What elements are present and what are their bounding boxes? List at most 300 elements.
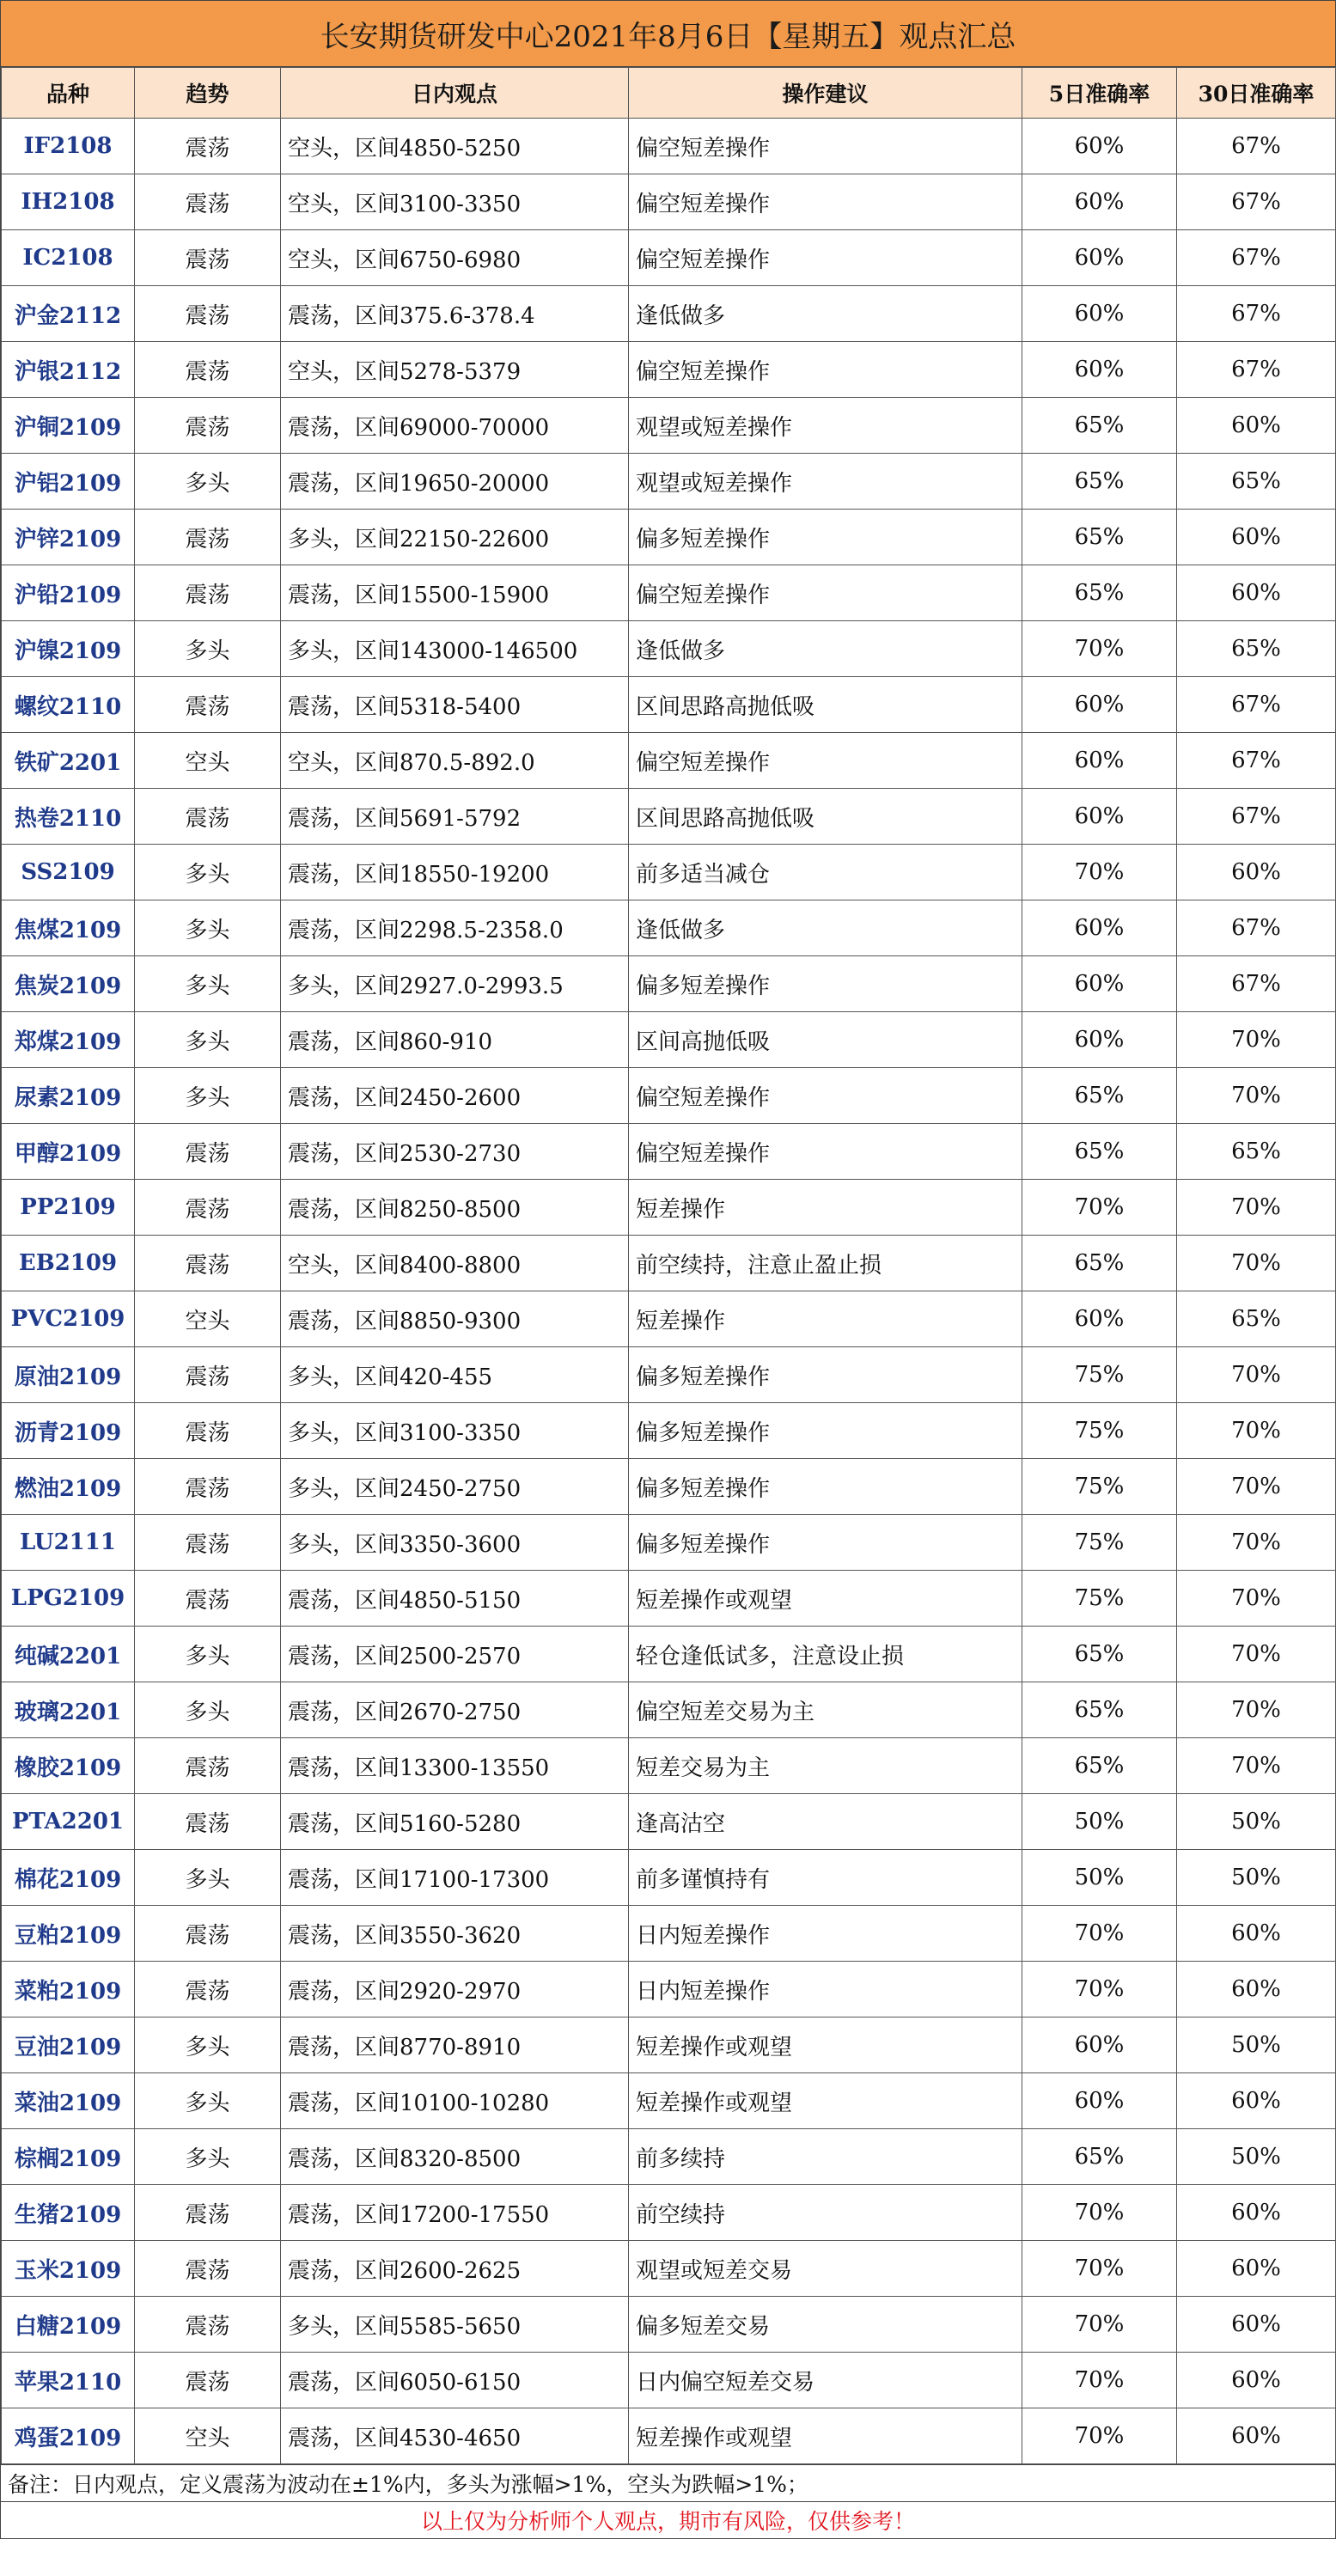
table-row xyxy=(2,2017,1336,2073)
cell-accuracy-30d: 67% xyxy=(1177,286,1336,342)
cell-accuracy-5d: 65% xyxy=(1022,1738,1177,1794)
cell-product: 焦煤2109 xyxy=(2,900,135,956)
cell-product: 沥青2109 xyxy=(2,1403,135,1459)
cell-advice: 前多续持 xyxy=(629,2129,1022,2185)
cell-accuracy-5d: 60% xyxy=(1022,900,1177,956)
cell-trend: 多头 xyxy=(135,1012,281,1068)
cell-advice: 偏空短差操作 xyxy=(629,230,1022,286)
table-row xyxy=(2,1627,1336,1682)
cell-advice: 偏多短差操作 xyxy=(629,1403,1022,1459)
cell-intraday-view: 震荡，区间3550-3620 xyxy=(281,1906,629,1962)
cell-accuracy-30d: 60% xyxy=(1177,2185,1336,2241)
page-title: 长安期货研发中心2021年8月6日【星期五】观点汇总 xyxy=(1,1,1335,67)
header-intraday-view: 日内观点 xyxy=(281,68,629,119)
cell-accuracy-5d: 60% xyxy=(1022,1291,1177,1347)
cell-intraday-view: 震荡，区间2920-2970 xyxy=(281,1962,629,2017)
cell-trend: 震荡 xyxy=(135,230,281,286)
cell-product: PP2109 xyxy=(2,1180,135,1236)
cell-intraday-view: 多头，区间3350-3600 xyxy=(281,1515,629,1571)
cell-intraday-view: 震荡，区间5318-5400 xyxy=(281,677,629,733)
cell-product: 沪金2112 xyxy=(2,286,135,342)
cell-accuracy-5d: 70% xyxy=(1022,2353,1177,2408)
cell-accuracy-30d: 70% xyxy=(1177,1012,1336,1068)
cell-product: 菜油2109 xyxy=(2,2073,135,2129)
cell-accuracy-5d: 65% xyxy=(1022,1124,1177,1180)
cell-accuracy-5d: 60% xyxy=(1022,174,1177,230)
cell-advice: 逢低做多 xyxy=(629,621,1022,677)
cell-product: PTA2201 xyxy=(2,1794,135,1850)
cell-intraday-view: 震荡，区间8320-8500 xyxy=(281,2129,629,2185)
table-row xyxy=(2,342,1336,398)
cell-intraday-view: 多头，区间2450-2750 xyxy=(281,1459,629,1515)
cell-advice: 观望或短差交易 xyxy=(629,2241,1022,2297)
cell-product: EB2109 xyxy=(2,1236,135,1291)
cell-advice: 偏空短差操作 xyxy=(629,1068,1022,1124)
cell-advice: 短差操作或观望 xyxy=(629,2073,1022,2129)
table-row xyxy=(2,1794,1336,1850)
cell-accuracy-30d: 67% xyxy=(1177,230,1336,286)
cell-intraday-view: 多头，区间2927.0-2993.5 xyxy=(281,956,629,1012)
cell-advice: 观望或短差操作 xyxy=(629,454,1022,510)
cell-accuracy-5d: 75% xyxy=(1022,1459,1177,1515)
cell-advice: 日内偏空短差交易 xyxy=(629,2353,1022,2408)
cell-accuracy-30d: 60% xyxy=(1177,845,1336,900)
cell-accuracy-30d: 60% xyxy=(1177,2408,1336,2464)
header-row xyxy=(2,68,1336,119)
cell-trend: 多头 xyxy=(135,956,281,1012)
cell-accuracy-5d: 50% xyxy=(1022,1794,1177,1850)
cell-intraday-view: 空头，区间870.5-892.0 xyxy=(281,733,629,789)
cell-trend: 多头 xyxy=(135,1627,281,1682)
cell-accuracy-5d: 65% xyxy=(1022,398,1177,454)
cell-accuracy-5d: 65% xyxy=(1022,1627,1177,1682)
disclaimer: 以上仅为分析师个人观点，期市有风险，仅供参考！ xyxy=(1,2501,1335,2538)
cell-intraday-view: 震荡，区间375.6-378.4 xyxy=(281,286,629,342)
cell-accuracy-5d: 65% xyxy=(1022,1068,1177,1124)
cell-trend: 震荡 xyxy=(135,1124,281,1180)
views-table xyxy=(1,67,1336,2464)
cell-intraday-view: 震荡，区间8250-8500 xyxy=(281,1180,629,1236)
cell-accuracy-5d: 75% xyxy=(1022,1571,1177,1627)
cell-accuracy-5d: 65% xyxy=(1022,2129,1177,2185)
cell-trend: 多头 xyxy=(135,2073,281,2129)
table-row xyxy=(2,2185,1336,2241)
cell-accuracy-30d: 67% xyxy=(1177,119,1336,174)
table-row xyxy=(2,286,1336,342)
cell-advice: 偏空短差操作 xyxy=(629,733,1022,789)
cell-product: 鸡蛋2109 xyxy=(2,2408,135,2464)
cell-intraday-view: 震荡，区间6050-6150 xyxy=(281,2353,629,2408)
cell-product: 玻璃2201 xyxy=(2,1682,135,1738)
cell-product: 豆粕2109 xyxy=(2,1906,135,1962)
cell-accuracy-30d: 67% xyxy=(1177,174,1336,230)
table-row xyxy=(2,1291,1336,1347)
cell-intraday-view: 震荡，区间5160-5280 xyxy=(281,1794,629,1850)
cell-product: 沪镍2109 xyxy=(2,621,135,677)
cell-intraday-view: 空头，区间8400-8800 xyxy=(281,1236,629,1291)
cell-accuracy-5d: 75% xyxy=(1022,1403,1177,1459)
cell-accuracy-30d: 65% xyxy=(1177,621,1336,677)
cell-advice: 前多适当减仓 xyxy=(629,845,1022,900)
footnote: 备注：日内观点，定义震荡为波动在±1%内，多头为涨幅>1%，空头为跌幅>1%； xyxy=(1,2464,1335,2501)
cell-accuracy-30d: 60% xyxy=(1177,510,1336,565)
table-row xyxy=(2,2073,1336,2129)
cell-accuracy-5d: 70% xyxy=(1022,2241,1177,2297)
table-row xyxy=(2,1068,1336,1124)
cell-accuracy-30d: 67% xyxy=(1177,342,1336,398)
cell-advice: 短差交易为主 xyxy=(629,1738,1022,1794)
header-accuracy-30d: 30日准确率 xyxy=(1177,68,1336,119)
cell-accuracy-30d: 70% xyxy=(1177,1515,1336,1571)
cell-accuracy-30d: 70% xyxy=(1177,1459,1336,1515)
cell-intraday-view: 震荡，区间17200-17550 xyxy=(281,2185,629,2241)
cell-accuracy-30d: 70% xyxy=(1177,1180,1336,1236)
cell-advice: 区间思路高抛低吸 xyxy=(629,677,1022,733)
cell-advice: 偏空短差操作 xyxy=(629,174,1022,230)
table-row xyxy=(2,119,1336,174)
cell-accuracy-5d: 65% xyxy=(1022,510,1177,565)
cell-trend: 震荡 xyxy=(135,1180,281,1236)
header-accuracy-5d: 5日准确率 xyxy=(1022,68,1177,119)
cell-advice: 短差操作 xyxy=(629,1180,1022,1236)
cell-advice: 区间思路高抛低吸 xyxy=(629,789,1022,845)
table-row xyxy=(2,2241,1336,2297)
cell-advice: 前多谨慎持有 xyxy=(629,1850,1022,1906)
cell-product: 热卷2110 xyxy=(2,789,135,845)
cell-accuracy-5d: 70% xyxy=(1022,621,1177,677)
cell-trend: 多头 xyxy=(135,621,281,677)
cell-trend: 多头 xyxy=(135,900,281,956)
cell-product: 白糖2109 xyxy=(2,2297,135,2353)
cell-intraday-view: 震荡，区间2600-2625 xyxy=(281,2241,629,2297)
table-row xyxy=(2,1962,1336,2017)
cell-accuracy-5d: 70% xyxy=(1022,1906,1177,1962)
cell-intraday-view: 震荡，区间13300-13550 xyxy=(281,1738,629,1794)
cell-accuracy-30d: 60% xyxy=(1177,2297,1336,2353)
cell-trend: 震荡 xyxy=(135,342,281,398)
cell-advice: 逢低做多 xyxy=(629,900,1022,956)
cell-accuracy-5d: 60% xyxy=(1022,230,1177,286)
cell-product: 沪铝2109 xyxy=(2,454,135,510)
cell-advice: 偏多短差交易 xyxy=(629,2297,1022,2353)
cell-trend: 震荡 xyxy=(135,2353,281,2408)
cell-trend: 震荡 xyxy=(135,1459,281,1515)
cell-accuracy-30d: 60% xyxy=(1177,565,1336,621)
cell-accuracy-5d: 70% xyxy=(1022,1180,1177,1236)
cell-accuracy-5d: 75% xyxy=(1022,1515,1177,1571)
table-row xyxy=(2,2408,1336,2464)
cell-product: 棉花2109 xyxy=(2,1850,135,1906)
cell-advice: 观望或短差操作 xyxy=(629,398,1022,454)
table-row xyxy=(2,1124,1336,1180)
cell-product: 生猪2109 xyxy=(2,2185,135,2241)
cell-product: 螺纹2110 xyxy=(2,677,135,733)
cell-accuracy-30d: 70% xyxy=(1177,1347,1336,1403)
cell-trend: 震荡 xyxy=(135,119,281,174)
cell-accuracy-30d: 60% xyxy=(1177,2073,1336,2129)
cell-advice: 偏空短差操作 xyxy=(629,1124,1022,1180)
cell-accuracy-30d: 60% xyxy=(1177,1962,1336,2017)
cell-intraday-view: 震荡，区间4530-4650 xyxy=(281,2408,629,2464)
cell-advice: 偏多短差操作 xyxy=(629,1347,1022,1403)
cell-trend: 震荡 xyxy=(135,1738,281,1794)
cell-intraday-view: 空头，区间3100-3350 xyxy=(281,174,629,230)
table-row xyxy=(2,510,1336,565)
cell-intraday-view: 多头，区间143000-146500 xyxy=(281,621,629,677)
cell-product: 焦炭2109 xyxy=(2,956,135,1012)
cell-advice: 偏空短差操作 xyxy=(629,119,1022,174)
cell-intraday-view: 多头，区间5585-5650 xyxy=(281,2297,629,2353)
cell-trend: 震荡 xyxy=(135,398,281,454)
cell-product: SS2109 xyxy=(2,845,135,900)
cell-product: IF2108 xyxy=(2,119,135,174)
cell-product: 豆油2109 xyxy=(2,2017,135,2073)
cell-accuracy-5d: 60% xyxy=(1022,677,1177,733)
cell-accuracy-5d: 70% xyxy=(1022,2185,1177,2241)
cell-advice: 偏空短差交易为主 xyxy=(629,1682,1022,1738)
cell-accuracy-30d: 70% xyxy=(1177,1738,1336,1794)
cell-trend: 震荡 xyxy=(135,1906,281,1962)
cell-accuracy-5d: 60% xyxy=(1022,956,1177,1012)
cell-intraday-view: 震荡，区间18550-19200 xyxy=(281,845,629,900)
cell-trend: 震荡 xyxy=(135,789,281,845)
table-row xyxy=(2,1850,1336,1906)
cell-accuracy-30d: 70% xyxy=(1177,1068,1336,1124)
cell-intraday-view: 多头，区间22150-22600 xyxy=(281,510,629,565)
cell-accuracy-5d: 65% xyxy=(1022,1682,1177,1738)
cell-accuracy-5d: 65% xyxy=(1022,565,1177,621)
cell-advice: 前空续持 xyxy=(629,2185,1022,2241)
table-row xyxy=(2,733,1336,789)
cell-advice: 短差操作或观望 xyxy=(629,2017,1022,2073)
cell-accuracy-30d: 67% xyxy=(1177,733,1336,789)
cell-product: 尿素2109 xyxy=(2,1068,135,1124)
cell-intraday-view: 震荡，区间2450-2600 xyxy=(281,1068,629,1124)
cell-advice: 偏多短差操作 xyxy=(629,1459,1022,1515)
cell-intraday-view: 震荡，区间2670-2750 xyxy=(281,1682,629,1738)
cell-product: 原油2109 xyxy=(2,1347,135,1403)
cell-accuracy-30d: 67% xyxy=(1177,677,1336,733)
cell-trend: 震荡 xyxy=(135,2297,281,2353)
table-row xyxy=(2,1515,1336,1571)
cell-accuracy-30d: 60% xyxy=(1177,2241,1336,2297)
cell-advice: 偏多短差操作 xyxy=(629,1515,1022,1571)
cell-accuracy-5d: 60% xyxy=(1022,2073,1177,2129)
table-row xyxy=(2,1738,1336,1794)
cell-accuracy-30d: 67% xyxy=(1177,900,1336,956)
cell-accuracy-30d: 50% xyxy=(1177,1850,1336,1906)
cell-intraday-view: 震荡，区间69000-70000 xyxy=(281,398,629,454)
table-body xyxy=(2,119,1336,2464)
cell-product: 菜粕2109 xyxy=(2,1962,135,2017)
cell-trend: 震荡 xyxy=(135,1403,281,1459)
cell-accuracy-5d: 50% xyxy=(1022,1850,1177,1906)
cell-intraday-view: 震荡，区间10100-10280 xyxy=(281,2073,629,2129)
cell-accuracy-30d: 50% xyxy=(1177,2017,1336,2073)
cell-intraday-view: 震荡，区间2298.5-2358.0 xyxy=(281,900,629,956)
cell-product: 棕榈2109 xyxy=(2,2129,135,2185)
cell-trend: 震荡 xyxy=(135,1794,281,1850)
cell-accuracy-5d: 60% xyxy=(1022,119,1177,174)
cell-product: 玉米2109 xyxy=(2,2241,135,2297)
cell-intraday-view: 震荡，区间17100-17300 xyxy=(281,1850,629,1906)
cell-accuracy-5d: 60% xyxy=(1022,2017,1177,2073)
cell-trend: 多头 xyxy=(135,1682,281,1738)
cell-advice: 偏多短差操作 xyxy=(629,510,1022,565)
cell-intraday-view: 震荡，区间860-910 xyxy=(281,1012,629,1068)
cell-trend: 震荡 xyxy=(135,510,281,565)
cell-trend: 震荡 xyxy=(135,286,281,342)
cell-advice: 日内短差操作 xyxy=(629,1962,1022,2017)
header-advice: 操作建议 xyxy=(629,68,1022,119)
cell-accuracy-5d: 75% xyxy=(1022,1347,1177,1403)
cell-product: 甲醇2109 xyxy=(2,1124,135,1180)
cell-accuracy-30d: 70% xyxy=(1177,1571,1336,1627)
cell-accuracy-30d: 50% xyxy=(1177,1794,1336,1850)
cell-accuracy-30d: 60% xyxy=(1177,2353,1336,2408)
cell-product: 沪铅2109 xyxy=(2,565,135,621)
cell-product: 橡胶2109 xyxy=(2,1738,135,1794)
table-row xyxy=(2,1012,1336,1068)
cell-trend: 空头 xyxy=(135,1291,281,1347)
cell-advice: 短差操作或观望 xyxy=(629,2408,1022,2464)
table-row xyxy=(2,621,1336,677)
cell-product: 沪铜2109 xyxy=(2,398,135,454)
cell-advice: 逢低做多 xyxy=(629,286,1022,342)
cell-accuracy-5d: 60% xyxy=(1022,286,1177,342)
cell-intraday-view: 震荡，区间4850-5150 xyxy=(281,1571,629,1627)
header-trend: 趋势 xyxy=(135,68,281,119)
cell-accuracy-30d: 70% xyxy=(1177,1236,1336,1291)
cell-intraday-view: 空头，区间6750-6980 xyxy=(281,230,629,286)
cell-trend: 震荡 xyxy=(135,1571,281,1627)
cell-trend: 震荡 xyxy=(135,1962,281,2017)
cell-trend: 多头 xyxy=(135,454,281,510)
table-row xyxy=(2,454,1336,510)
cell-product: IC2108 xyxy=(2,230,135,286)
cell-trend: 震荡 xyxy=(135,677,281,733)
cell-accuracy-30d: 67% xyxy=(1177,789,1336,845)
cell-accuracy-5d: 70% xyxy=(1022,2297,1177,2353)
table-row xyxy=(2,174,1336,230)
cell-accuracy-5d: 65% xyxy=(1022,454,1177,510)
cell-advice: 短差操作或观望 xyxy=(629,1571,1022,1627)
cell-intraday-view: 空头，区间4850-5250 xyxy=(281,119,629,174)
cell-accuracy-30d: 65% xyxy=(1177,1124,1336,1180)
cell-advice: 前空续持，注意止盈止损 xyxy=(629,1236,1022,1291)
cell-trend: 多头 xyxy=(135,1068,281,1124)
cell-accuracy-5d: 70% xyxy=(1022,845,1177,900)
table-row xyxy=(2,1459,1336,1515)
table-row xyxy=(2,1180,1336,1236)
table-row xyxy=(2,1682,1336,1738)
cell-advice: 偏多短差操作 xyxy=(629,956,1022,1012)
cell-trend: 震荡 xyxy=(135,2241,281,2297)
cell-intraday-view: 震荡，区间5691-5792 xyxy=(281,789,629,845)
cell-accuracy-30d: 65% xyxy=(1177,454,1336,510)
cell-accuracy-5d: 60% xyxy=(1022,1012,1177,1068)
cell-product: 沪银2112 xyxy=(2,342,135,398)
table-row xyxy=(2,900,1336,956)
cell-accuracy-30d: 60% xyxy=(1177,1906,1336,1962)
cell-product: 郑煤2109 xyxy=(2,1012,135,1068)
table-row xyxy=(2,956,1336,1012)
cell-intraday-view: 震荡，区间19650-20000 xyxy=(281,454,629,510)
cell-trend: 空头 xyxy=(135,2408,281,2464)
cell-intraday-view: 多头，区间420-455 xyxy=(281,1347,629,1403)
header-product: 品种 xyxy=(2,68,135,119)
table-row xyxy=(2,2297,1336,2353)
cell-accuracy-30d: 70% xyxy=(1177,1403,1336,1459)
cell-product: 燃油2109 xyxy=(2,1459,135,1515)
table-row xyxy=(2,845,1336,900)
cell-advice: 短差操作 xyxy=(629,1291,1022,1347)
cell-product: LU2111 xyxy=(2,1515,135,1571)
cell-product: 铁矿2201 xyxy=(2,733,135,789)
cell-product: LPG2109 xyxy=(2,1571,135,1627)
table-row xyxy=(2,789,1336,845)
cell-accuracy-30d: 67% xyxy=(1177,956,1336,1012)
cell-accuracy-30d: 70% xyxy=(1177,1682,1336,1738)
cell-intraday-view: 多头，区间3100-3350 xyxy=(281,1403,629,1459)
cell-advice: 日内短差操作 xyxy=(629,1906,1022,1962)
cell-product: 沪锌2109 xyxy=(2,510,135,565)
table-row xyxy=(2,1236,1336,1291)
cell-advice: 轻仓逢低试多，注意设止损 xyxy=(629,1627,1022,1682)
cell-accuracy-5d: 70% xyxy=(1022,2408,1177,2464)
cell-product: 苹果2110 xyxy=(2,2353,135,2408)
table-row xyxy=(2,398,1336,454)
cell-intraday-view: 震荡，区间15500-15900 xyxy=(281,565,629,621)
cell-intraday-view: 震荡，区间8850-9300 xyxy=(281,1291,629,1347)
cell-advice: 偏空短差操作 xyxy=(629,565,1022,621)
cell-trend: 多头 xyxy=(135,845,281,900)
cell-accuracy-5d: 60% xyxy=(1022,733,1177,789)
table-row xyxy=(2,565,1336,621)
cell-trend: 多头 xyxy=(135,2017,281,2073)
table-row xyxy=(2,1347,1336,1403)
cell-trend: 震荡 xyxy=(135,1515,281,1571)
cell-trend: 震荡 xyxy=(135,1347,281,1403)
cell-accuracy-30d: 60% xyxy=(1177,398,1336,454)
cell-accuracy-30d: 50% xyxy=(1177,2129,1336,2185)
cell-advice: 偏空短差操作 xyxy=(629,342,1022,398)
cell-intraday-view: 震荡，区间2530-2730 xyxy=(281,1124,629,1180)
cell-accuracy-5d: 60% xyxy=(1022,342,1177,398)
table-row xyxy=(2,1403,1336,1459)
cell-product: IH2108 xyxy=(2,174,135,230)
cell-trend: 空头 xyxy=(135,733,281,789)
cell-trend: 震荡 xyxy=(135,174,281,230)
cell-accuracy-5d: 60% xyxy=(1022,789,1177,845)
cell-intraday-view: 空头，区间5278-5379 xyxy=(281,342,629,398)
table-row xyxy=(2,677,1336,733)
cell-intraday-view: 震荡，区间2500-2570 xyxy=(281,1627,629,1682)
cell-intraday-view: 震荡，区间8770-8910 xyxy=(281,2017,629,2073)
cell-trend: 多头 xyxy=(135,1850,281,1906)
table-row xyxy=(2,230,1336,286)
cell-advice: 区间高抛低吸 xyxy=(629,1012,1022,1068)
cell-accuracy-5d: 65% xyxy=(1022,1236,1177,1291)
table-row xyxy=(2,2129,1336,2185)
cell-trend: 多头 xyxy=(135,2129,281,2185)
cell-product: PVC2109 xyxy=(2,1291,135,1347)
cell-accuracy-5d: 70% xyxy=(1022,1962,1177,2017)
cell-accuracy-30d: 70% xyxy=(1177,1627,1336,1682)
cell-accuracy-30d: 65% xyxy=(1177,1291,1336,1347)
cell-trend: 震荡 xyxy=(135,565,281,621)
cell-advice: 逢高沽空 xyxy=(629,1794,1022,1850)
